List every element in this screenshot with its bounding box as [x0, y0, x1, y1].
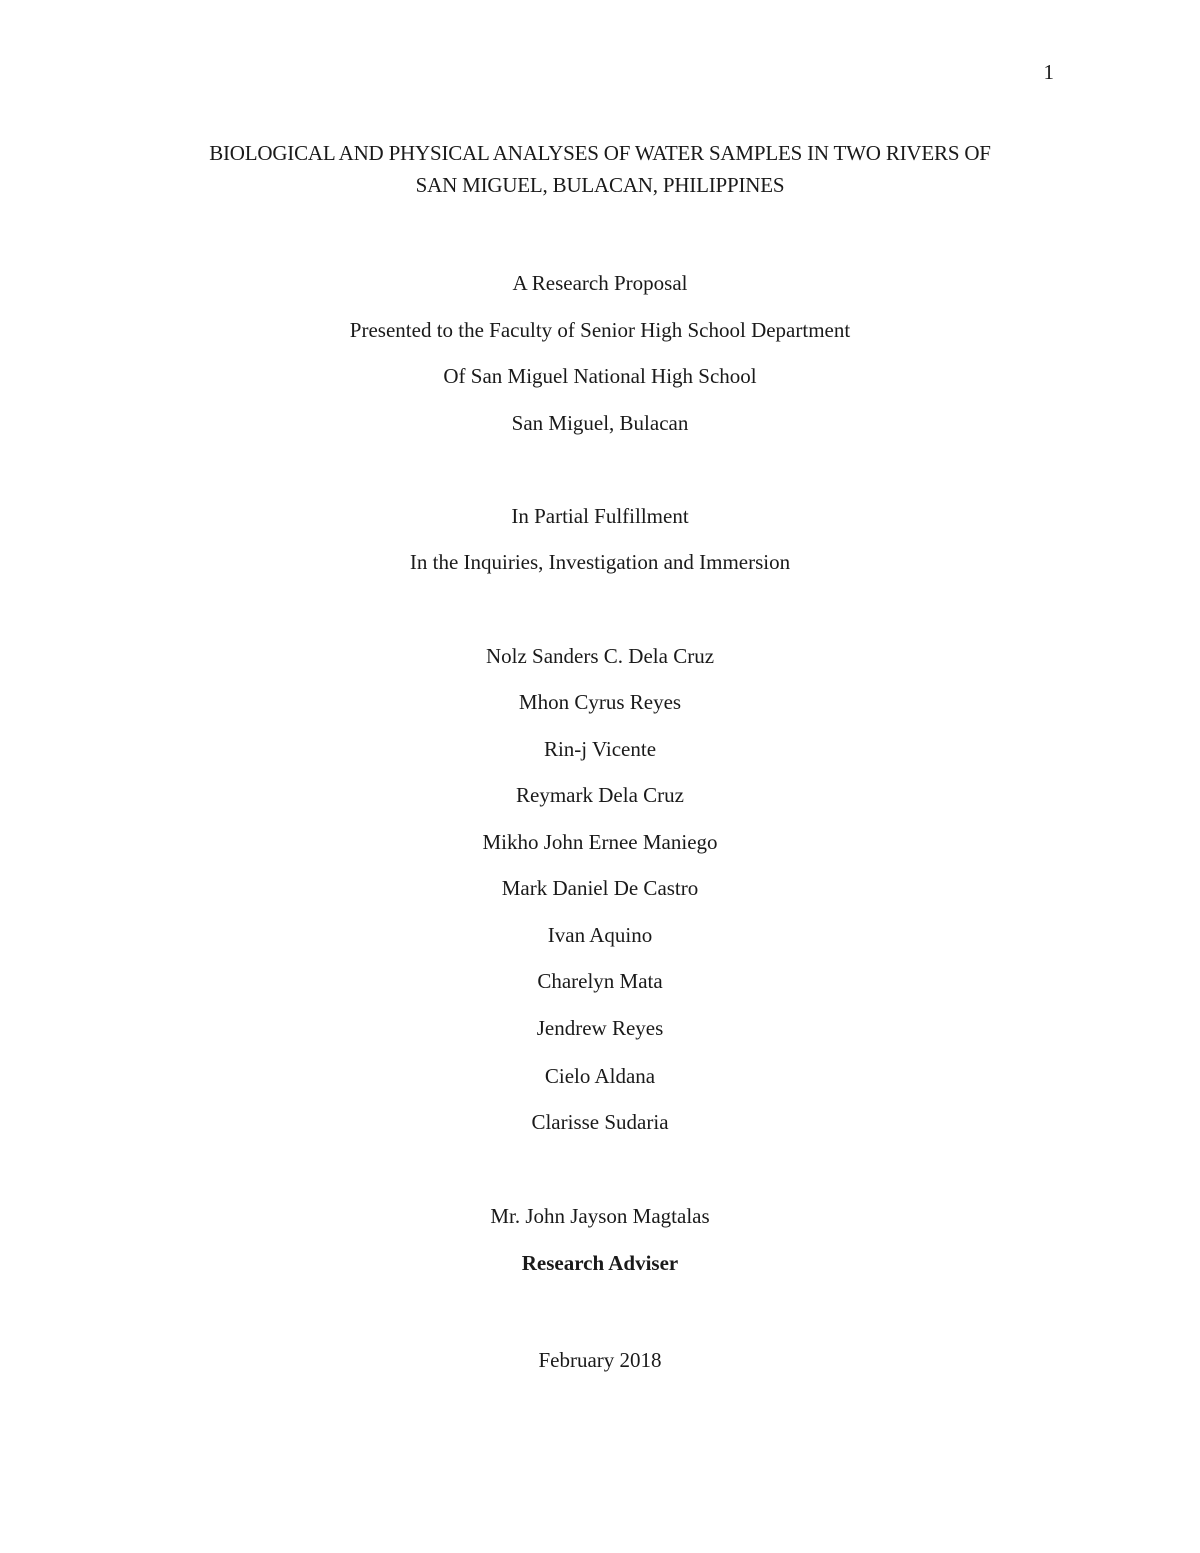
author-name: Charelyn Mata	[537, 969, 663, 993]
adviser-name: Mr. John Jayson Magtalas	[490, 1204, 710, 1228]
school-location: San Miguel, Bulacan	[511, 411, 689, 435]
document-title	[0, 137, 1200, 201]
title-line-2: SAN MIGUEL, BULACAN, PHILIPPINES	[415, 173, 785, 197]
author-name: Clarisse Sudaria	[531, 1110, 669, 1134]
author-name: Mikho John Ernee Maniego	[482, 830, 718, 854]
document-date: February 2018	[538, 1348, 662, 1372]
fulfillment-line-2: In the Inquiries, Investigation and Immersion	[409, 550, 791, 574]
author-name: Cielo Aldana	[544, 1064, 656, 1088]
author-name: Mark Daniel De Castro	[501, 876, 699, 900]
school-name: Of San Miguel National High School	[443, 364, 757, 388]
author-name: Jendrew Reyes	[536, 1016, 664, 1040]
author-name: Mhon Cyrus Reyes	[518, 690, 682, 714]
fulfillment-line-1: In Partial Fulfillment	[511, 504, 689, 528]
author-name: Ivan Aquino	[547, 923, 653, 947]
author-name: Nolz Sanders C. Dela Cruz	[485, 644, 715, 668]
page-number: 1	[1043, 60, 1054, 84]
proposal-type: A Research Proposal	[512, 271, 688, 295]
title-line-1: BIOLOGICAL AND PHYSICAL ANALYSES OF WATER SAMPLES IN TWO RIVERS OF	[209, 141, 991, 165]
author-name: Rin-j Vicente	[543, 737, 657, 761]
author-name: Reymark Dela Cruz	[516, 783, 684, 807]
adviser-role: Research Adviser	[521, 1251, 679, 1275]
presented-to: Presented to the Faculty of Senior High School Department	[349, 318, 851, 342]
